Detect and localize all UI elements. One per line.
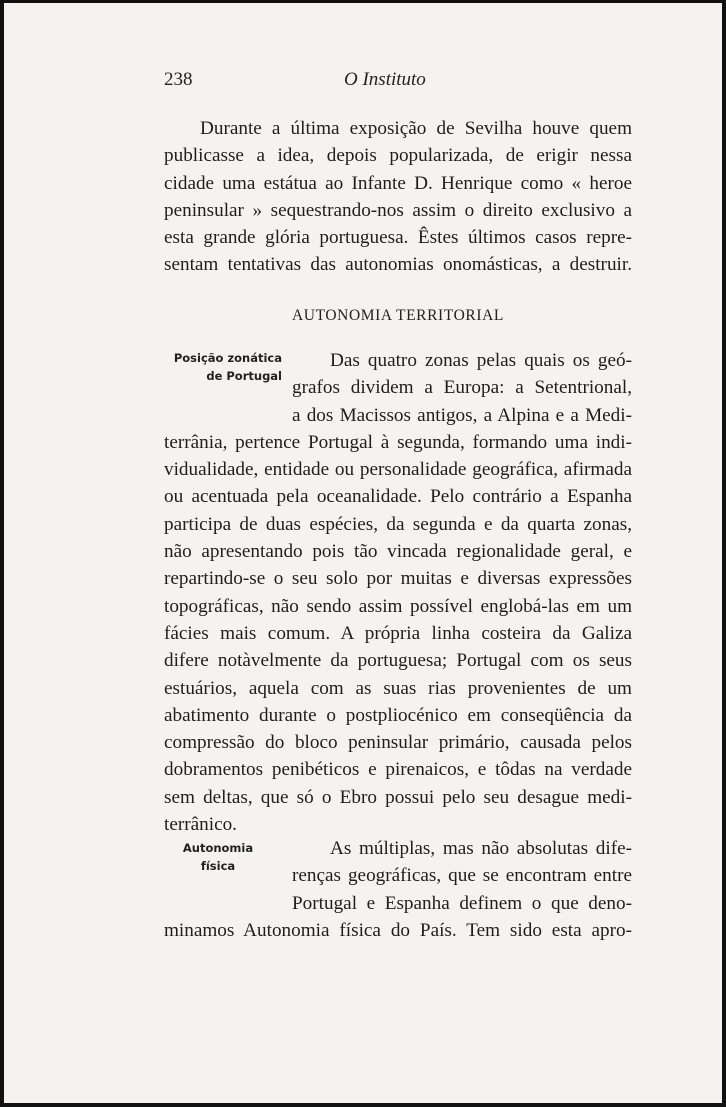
paragraph-1: [164, 115, 632, 279]
paragraph-3: [164, 835, 632, 944]
text-line: Durante a última exposição de Sevilha houve quem: [200, 118, 632, 139]
text-line: terrânia, pertence Portugal à segunda, formando uma indi-: [164, 431, 632, 453]
text-line: participa de duas espécies, da segunda e da quarta zonas,: [164, 513, 632, 535]
text-line: topográficas, não sendo assim possível englobá-las em um: [164, 595, 632, 617]
margin-note-line: de Portugal: [206, 369, 282, 383]
text-line: dobramentos penibéticos e pirenaicos, e tôdas na verdade: [164, 759, 632, 781]
text-line: terrânico.: [164, 814, 237, 836]
text-line: renças geográficas, que se encontram entre: [292, 865, 632, 887]
text-line: Portugal e Espanha definem o que deno-: [292, 892, 632, 914]
text-line: ou acentuada pela oceanalidade. Pelo contrário a Espanha: [164, 486, 632, 508]
text-line: fácies mais comum. A própria linha costeira da Galiza: [164, 622, 632, 644]
text-line: vidualidade, entidade ou personalidade geográfica, afirmada: [164, 459, 632, 481]
running-title: O Instituto: [344, 69, 426, 90]
text-line: abatimento durante o postpliocénico em conseqüência da: [164, 704, 632, 726]
section-heading: AUTONOMIA TERRITORIAL: [292, 307, 504, 324]
margin-note-line: Autonomia: [182, 841, 254, 855]
text-line: esta grande glória portuguesa. Êstes últimos casos repre-: [164, 227, 632, 249]
text-line: estuários, aquela com as suas rias provenientes de um: [164, 677, 632, 699]
text-line: a dos Macissos antigos, a Alpina e a Medi-: [292, 404, 632, 426]
text-line: minamos Autonomia física do País. Tem sido esta apro-: [164, 919, 632, 941]
margin-note-line: Posição zonática: [173, 351, 282, 365]
text-line: sentam tentativas das autonomias onomásticas, a destruir.: [164, 254, 632, 276]
text-line: publicasse a idea, depois popularizada, de erigir nessa: [164, 145, 632, 167]
text-line: sem deltas, que só o Ebro possui pelo seu desague medi-: [164, 786, 632, 808]
text-line: cidade uma estátua ao Infante D. Henrique como « heroe: [164, 172, 632, 194]
page-header: [164, 69, 632, 93]
text-line: grafos dividem a Europa: a Setentrional,: [292, 377, 632, 399]
page-number: 238: [164, 69, 193, 90]
text-line: compressão do bloco peninsular primário, causada pelos: [164, 732, 632, 754]
text-line: repartindo-se o seu solo por muitas e diversas expressões: [164, 568, 632, 590]
text-line: peninsular » sequestrando-nos assim o direito exclusivo a: [164, 199, 632, 221]
text-line: As múltiplas, mas não absolutas dife-: [330, 838, 632, 859]
text-line: difere notàvelmente da portuguesa; Portugal com os seus: [164, 650, 632, 672]
paragraph-2: [164, 347, 632, 838]
text-line: não apresentando pois tão vincada regionalidade geral, e: [164, 541, 632, 563]
text-line: Das quatro zonas pelas quais os geó-: [330, 350, 632, 371]
margin-note-line: física: [200, 859, 236, 873]
